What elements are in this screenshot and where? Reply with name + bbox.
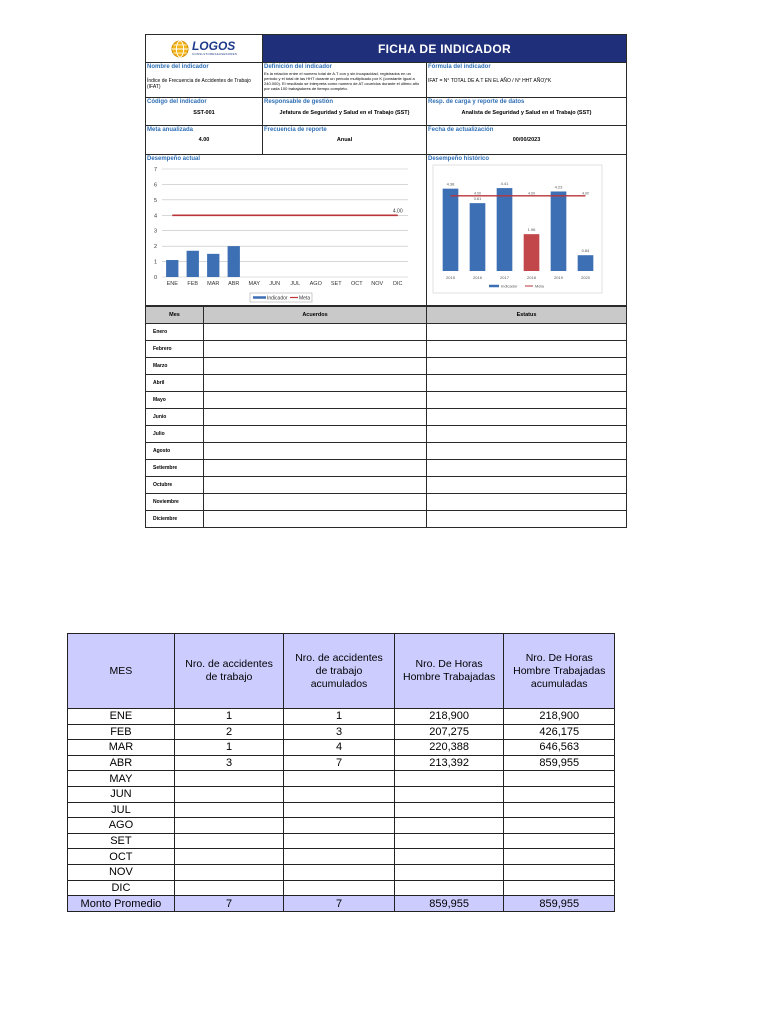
globe-icon bbox=[171, 40, 189, 58]
cell-horas-acumuladas bbox=[504, 771, 615, 787]
header-accidentes: Nro. de accidentes de trabajo bbox=[174, 634, 283, 709]
definicion-cell bbox=[263, 63, 427, 97]
desempeno-actual-cell bbox=[146, 155, 427, 305]
cell-horas-acumuladas bbox=[504, 786, 615, 802]
acuerdos-row bbox=[146, 494, 626, 511]
cell-horas-acumuladas bbox=[504, 802, 615, 818]
x-tick-label: MAR bbox=[207, 281, 220, 287]
table-row bbox=[68, 880, 615, 896]
codigo-label: Código del indicador bbox=[147, 99, 207, 105]
acuerdos-cell bbox=[204, 460, 427, 476]
bar bbox=[524, 234, 540, 271]
desempeno-historico-chart bbox=[427, 163, 626, 305]
cell-horas: 213,392 bbox=[394, 755, 504, 771]
bar bbox=[470, 203, 486, 271]
cell-accidentes-acumulados bbox=[284, 771, 394, 787]
header-horas-acumuladas: Nro. De Horas Hombre Trabajadas acumuladas bbox=[504, 634, 615, 709]
cell-accidentes-acumulados bbox=[284, 833, 394, 849]
cell-horas bbox=[394, 833, 504, 849]
x-tick-label: FEB bbox=[187, 281, 199, 287]
nombre-label: Nombre del indicador bbox=[147, 64, 209, 70]
y-tick-label: 0 bbox=[153, 275, 157, 281]
table-row bbox=[68, 724, 615, 740]
footer-horas: 859,955 bbox=[394, 896, 504, 912]
x-tick-label: ABR bbox=[228, 281, 240, 287]
accidentes-table bbox=[67, 633, 615, 912]
cell-accidentes bbox=[174, 864, 283, 880]
cell-accidentes-acumulados bbox=[284, 880, 394, 896]
x-tick-label: AGO bbox=[309, 281, 322, 287]
estatus-cell bbox=[427, 341, 626, 357]
logo bbox=[171, 40, 237, 58]
resp-carga-cell bbox=[427, 98, 626, 125]
responsable-label: Responsable de gestión bbox=[264, 99, 334, 105]
y-tick-label: 2 bbox=[153, 244, 157, 251]
acuerdos-mes: Mayo bbox=[146, 392, 204, 408]
acuerdos-row bbox=[146, 375, 626, 392]
legend-label-meta: Meta bbox=[299, 295, 311, 302]
acuerdos-cell bbox=[204, 375, 427, 391]
cell-mes: ABR bbox=[68, 755, 175, 771]
cell-mes: ENE bbox=[68, 709, 175, 725]
fecha-value: 00/00/2023 bbox=[512, 137, 541, 143]
y-tick-label: 6 bbox=[153, 182, 157, 189]
table-row bbox=[68, 740, 615, 756]
data-label: 4.23 bbox=[554, 184, 563, 190]
header-mes: MES bbox=[68, 634, 175, 709]
acuerdos-row bbox=[146, 324, 626, 341]
cell-mes: AGO bbox=[68, 818, 175, 834]
x-tick-label: NOV bbox=[371, 281, 384, 287]
acuerdos-row bbox=[146, 443, 626, 460]
data-label: 3.61 bbox=[473, 196, 482, 202]
cell-mes: SET bbox=[68, 833, 175, 849]
acuerdos-mes: Diciembre bbox=[146, 511, 204, 527]
y-tick-label: 3 bbox=[153, 228, 157, 235]
legend-label-indicador: Indicador bbox=[501, 283, 518, 289]
cell-horas bbox=[394, 849, 504, 865]
cell-horas-acumuladas: 426,175 bbox=[504, 724, 615, 740]
cell-horas bbox=[394, 786, 504, 802]
cell-horas-acumuladas: 218,900 bbox=[504, 709, 615, 725]
definicion-value: Es la relación entre el numero total de A.T con y sin incapacidad, registrados en un periodo y el total de las HHT durante un periodo multiplicado por K (constante igual a 240.000). El resultado se interpreta como numero de AT ocurridos durante el último año por cada 100 trabajadores de tiempo completo. bbox=[264, 71, 420, 91]
footer-accidentes-acumulados: 7 bbox=[284, 896, 394, 912]
cell-mes: MAY bbox=[68, 771, 175, 787]
estatus-cell bbox=[427, 460, 626, 476]
acuerdos-header-mes: Mes bbox=[146, 307, 204, 323]
cell-accidentes-acumulados bbox=[284, 849, 394, 865]
meta-label: 4.00 bbox=[528, 191, 535, 196]
cell-horas: 218,900 bbox=[394, 709, 504, 725]
table-row bbox=[68, 818, 615, 834]
cell-accidentes-acumulados: 1 bbox=[284, 709, 394, 725]
x-tick-label: JUL bbox=[290, 281, 301, 287]
cell-mes: DIC bbox=[68, 880, 175, 896]
row-definicion bbox=[146, 63, 626, 98]
table-row bbox=[68, 849, 615, 865]
cell-mes: MAR bbox=[68, 740, 175, 756]
table-row bbox=[68, 786, 615, 802]
ficha-indicador bbox=[145, 34, 627, 528]
logo-cell bbox=[146, 35, 263, 62]
acuerdos-cell bbox=[204, 341, 427, 357]
acuerdos-cell bbox=[204, 324, 427, 340]
acuerdos-cell bbox=[204, 511, 427, 527]
acuerdos-mes: Febrero bbox=[146, 341, 204, 357]
bar bbox=[443, 189, 459, 271]
cell-horas bbox=[394, 864, 504, 880]
formula-cell bbox=[427, 63, 626, 97]
desempeno-historico-cell bbox=[427, 155, 626, 305]
acuerdos-mes: Noviembre bbox=[146, 494, 204, 510]
acuerdos-table bbox=[146, 306, 626, 527]
estatus-cell bbox=[427, 426, 626, 442]
cell-horas-acumuladas: 859,955 bbox=[504, 755, 615, 771]
data-label: 1.96 bbox=[527, 227, 536, 233]
resp-carga-label: Resp. de carga y reporte de datos bbox=[428, 99, 525, 105]
definicion-label: Definición del indicador bbox=[264, 64, 333, 70]
acuerdos-cell bbox=[204, 358, 427, 374]
cell-mes: NOV bbox=[68, 864, 175, 880]
data-label: 4.00 bbox=[392, 208, 403, 215]
bar bbox=[228, 246, 240, 277]
cell-accidentes: 1 bbox=[174, 740, 283, 756]
estatus-cell bbox=[427, 511, 626, 527]
table-header-row bbox=[68, 634, 615, 709]
table-row bbox=[68, 864, 615, 880]
fecha-label: Fecha de actualización bbox=[428, 127, 494, 133]
acuerdos-row bbox=[146, 477, 626, 494]
estatus-cell bbox=[427, 477, 626, 493]
x-tick-label: OCT bbox=[350, 281, 363, 287]
cell-horas bbox=[394, 818, 504, 834]
acuerdos-mes: Enero bbox=[146, 324, 204, 340]
x-tick-label: ENE bbox=[166, 281, 178, 287]
cell-accidentes-acumulados: 4 bbox=[284, 740, 394, 756]
acuerdos-cell bbox=[204, 426, 427, 442]
table-row bbox=[68, 771, 615, 787]
formula-value: IFAT = N° TOTAL DE A.T EN EL AÑO / N° HHT AÑO)*K bbox=[428, 78, 552, 84]
table-row bbox=[68, 709, 615, 725]
x-tick-label: JUN bbox=[269, 281, 281, 287]
acuerdos-row bbox=[146, 426, 626, 443]
formula-label: Fórmula del indicador bbox=[428, 64, 491, 70]
frecuencia-cell bbox=[263, 126, 427, 154]
acuerdos-row bbox=[146, 511, 626, 527]
acuerdos-row bbox=[146, 409, 626, 426]
row-codigo bbox=[146, 98, 626, 126]
cell-mes: JUN bbox=[68, 786, 175, 802]
bar bbox=[166, 260, 178, 277]
frecuencia-value: Anual bbox=[336, 137, 353, 143]
ficha-header bbox=[146, 35, 626, 63]
cell-accidentes bbox=[174, 802, 283, 818]
cell-accidentes bbox=[174, 818, 283, 834]
bar bbox=[578, 255, 594, 271]
acuerdos-row bbox=[146, 460, 626, 477]
estatus-cell bbox=[427, 443, 626, 459]
bar bbox=[187, 251, 199, 277]
acuerdos-header-estatus: Estatus bbox=[516, 312, 537, 318]
responsable-cell bbox=[263, 98, 427, 125]
cell-accidentes: 2 bbox=[174, 724, 283, 740]
cell-horas bbox=[394, 771, 504, 787]
legend-label-indicador: Indicador bbox=[267, 295, 288, 302]
cell-accidentes-acumulados bbox=[284, 786, 394, 802]
cell-horas-acumuladas bbox=[504, 880, 615, 896]
acuerdos-row bbox=[146, 341, 626, 358]
x-tick-label: 2015 bbox=[446, 275, 455, 280]
acuerdos-row bbox=[146, 392, 626, 409]
acuerdos-row bbox=[146, 358, 626, 375]
footer-horas-acumuladas: 859,955 bbox=[504, 896, 615, 912]
estatus-cell bbox=[427, 409, 626, 425]
acuerdos-mes: Julio bbox=[146, 426, 204, 442]
footer-label: Monto Promedio bbox=[68, 896, 175, 912]
meta-label: 4.00 bbox=[582, 191, 589, 196]
acuerdos-header-acuerdos: Acuerdos bbox=[204, 307, 427, 323]
estatus-cell bbox=[427, 358, 626, 374]
data-label: 4.41 bbox=[500, 181, 509, 187]
estatus-cell bbox=[427, 324, 626, 340]
table-row bbox=[68, 833, 615, 849]
nombre-value: Índice de Frecuencia de Accidentes de Trabajo (IFAT) bbox=[147, 78, 251, 90]
cell-accidentes bbox=[174, 880, 283, 896]
cell-accidentes bbox=[174, 771, 283, 787]
cell-horas: 207,275 bbox=[394, 724, 504, 740]
bar bbox=[551, 191, 567, 271]
responsable-value: Jefatura de Seguridad y Salud en el Trabajo (SST) bbox=[279, 110, 410, 116]
acuerdos-mes: Marzo bbox=[146, 358, 204, 374]
acuerdos-mes: Junio bbox=[146, 409, 204, 425]
table-body bbox=[68, 709, 615, 896]
x-tick-label: 2019 bbox=[554, 275, 563, 280]
cell-accidentes: 1 bbox=[174, 709, 283, 725]
x-tick-label: MAY bbox=[248, 281, 261, 287]
acuerdos-mes: Octubre bbox=[146, 477, 204, 493]
estatus-cell bbox=[427, 375, 626, 391]
nombre-cell bbox=[146, 63, 263, 97]
header-horas: Nro. De Horas Hombre Trabajadas bbox=[394, 634, 504, 709]
y-tick-label: 7 bbox=[153, 167, 157, 173]
y-tick-label: 4 bbox=[153, 213, 157, 220]
cell-horas-acumuladas bbox=[504, 849, 615, 865]
meta-value: 4.00 bbox=[198, 137, 210, 143]
x-tick-label: 2018 bbox=[527, 275, 536, 280]
frecuencia-label: Frecuencia de reporte bbox=[264, 127, 327, 133]
cell-accidentes bbox=[174, 786, 283, 802]
estatus-cell bbox=[427, 494, 626, 510]
header-accidentes-acumulados: Nro. de accidentes de trabajo acumulados bbox=[284, 634, 394, 709]
desempeno-actual-chart bbox=[146, 163, 427, 305]
cell-accidentes-acumulados bbox=[284, 864, 394, 880]
acuerdos-cell bbox=[204, 443, 427, 459]
x-tick-label: 2016 bbox=[473, 275, 482, 280]
acuerdos-mes: Agosto bbox=[146, 443, 204, 459]
acuerdos-cell bbox=[204, 477, 427, 493]
logo-subtitle: CONSULTORES&ASESORES bbox=[191, 52, 238, 56]
cell-horas-acumuladas bbox=[504, 833, 615, 849]
meta-label: 4.00 bbox=[474, 191, 481, 196]
bar bbox=[497, 188, 513, 271]
codigo-cell bbox=[146, 98, 263, 125]
row-meta bbox=[146, 126, 626, 155]
cell-mes: JUL bbox=[68, 802, 175, 818]
cell-horas-acumuladas: 646,563 bbox=[504, 740, 615, 756]
cell-horas: 220,388 bbox=[394, 740, 504, 756]
meta-label: Meta anualizada bbox=[147, 127, 194, 133]
cell-mes: OCT bbox=[68, 849, 175, 865]
desempeno-actual-label: Desempeño actual bbox=[147, 156, 201, 162]
meta-cell bbox=[146, 126, 263, 154]
x-tick-label: DIC bbox=[393, 281, 403, 287]
acuerdos-header-row bbox=[146, 307, 626, 324]
cell-horas bbox=[394, 802, 504, 818]
cell-horas-acumuladas bbox=[504, 818, 615, 834]
cell-accidentes: 3 bbox=[174, 755, 283, 771]
x-tick-label: 2020 bbox=[581, 275, 590, 280]
codigo-value: SST-001 bbox=[193, 110, 215, 116]
cell-horas bbox=[394, 880, 504, 896]
cell-accidentes-acumulados bbox=[284, 818, 394, 834]
page-title: FICHA DE INDICADOR bbox=[263, 35, 626, 62]
legend-label-meta: Meta bbox=[535, 283, 544, 289]
acuerdos-cell bbox=[204, 494, 427, 510]
estatus-cell bbox=[427, 392, 626, 408]
acuerdos-cell bbox=[204, 409, 427, 425]
x-tick-label: 2017 bbox=[500, 275, 509, 280]
acuerdos-mes: Setiembre bbox=[146, 460, 204, 476]
cell-horas-acumuladas bbox=[504, 864, 615, 880]
cell-accidentes-acumulados: 3 bbox=[284, 724, 394, 740]
table-footer-row bbox=[68, 896, 615, 912]
table-row bbox=[68, 802, 615, 818]
chart-frame bbox=[433, 165, 602, 293]
acuerdos-mes: Abril bbox=[146, 375, 204, 391]
row-charts bbox=[146, 155, 626, 306]
cell-accidentes bbox=[174, 849, 283, 865]
logo-name: LOGOS bbox=[191, 39, 236, 53]
fecha-cell bbox=[427, 126, 626, 154]
data-label: 0.84 bbox=[581, 248, 590, 254]
desempeno-historico-label: Desempeño histórico bbox=[428, 156, 490, 162]
x-tick-label: SET bbox=[330, 281, 342, 287]
cell-accidentes-acumulados bbox=[284, 802, 394, 818]
cell-mes: FEB bbox=[68, 724, 175, 740]
cell-accidentes bbox=[174, 833, 283, 849]
footer-accidentes: 7 bbox=[174, 896, 283, 912]
acuerdos-cell bbox=[204, 392, 427, 408]
y-tick-label: 1 bbox=[153, 259, 157, 266]
table-row bbox=[68, 755, 615, 771]
cell-accidentes-acumulados: 7 bbox=[284, 755, 394, 771]
resp-carga-value: Analista de Seguridad y Salud en el Trabajo (SST) bbox=[461, 110, 592, 116]
data-label: 4.38 bbox=[446, 181, 455, 187]
y-tick-label: 5 bbox=[153, 197, 157, 204]
bar bbox=[207, 254, 219, 277]
